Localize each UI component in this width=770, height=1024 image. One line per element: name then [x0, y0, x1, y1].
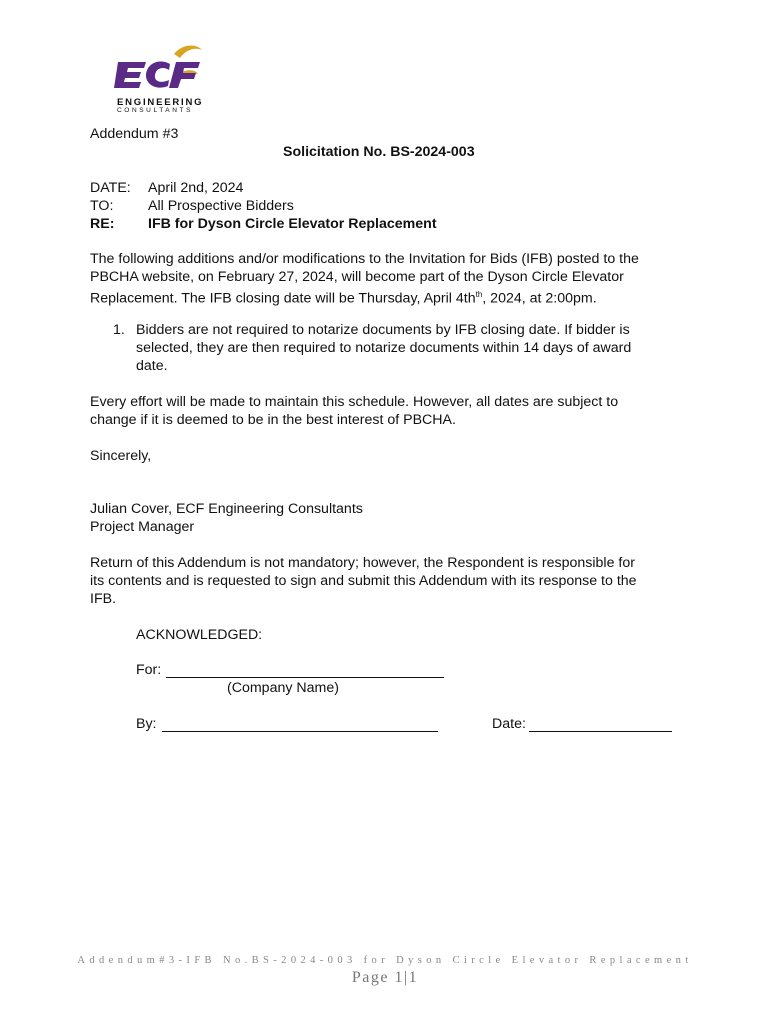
intro-line-3-text: Replacement. The IFB closing date will be Thursday, April 4th — [90, 290, 476, 307]
item-1-line-3: date. — [136, 358, 168, 374]
signature-field[interactable] — [162, 717, 438, 732]
date-field[interactable] — [529, 717, 672, 732]
intro-line-3-end: , 2024, at 2:00pm. — [482, 290, 597, 307]
company-name-field[interactable] — [166, 663, 444, 678]
item-1-line-2: selected, they are then required to notarize documents within 14 days of award — [136, 340, 632, 356]
item-1-line-1: Bidders are not required to notarize documents by IFB closing date. If bidder is — [136, 322, 630, 338]
return-line-1: Return of this Addendum is not mandatory; however, the Respondent is responsible for — [90, 555, 635, 571]
for-label: For: — [136, 662, 162, 678]
return-line-2: its contents and is requested to sign and submit this Addendum with its response to the — [90, 573, 637, 589]
effort-line-1: Every effort will be made to maintain this schedule. However, all dates are subject to — [90, 394, 619, 410]
date-value: April 2nd, 2024 — [148, 180, 244, 196]
intro-line-3 — [90, 286, 597, 308]
footer-running-title: Addendum#3-IFB No.BS-2024-003 for Dyson Circle Elevator Replacement — [77, 955, 693, 966]
solicitation-number: Solicitation No. BS-2024-003 — [283, 144, 475, 160]
signer-title: Project Manager — [90, 519, 195, 535]
ecf-logo-mark — [112, 44, 222, 104]
re-label: RE: — [90, 216, 115, 232]
by-label: By: — [136, 716, 157, 732]
intro-line-1: The following additions and/or modifications to the Invitation for Bids (IFB) posted to the — [90, 251, 639, 267]
intro-line-2: PBCHA website, on February 27, 2024, will become part of the Dyson Circle Elevator — [90, 269, 624, 285]
footer-page-number: Page 1|1 — [351, 969, 419, 986]
re-value: IFB for Dyson Circle Elevator Replacement — [148, 216, 437, 232]
date-label: DATE: — [90, 180, 131, 196]
logo-line-engineering: ENGINEERING — [117, 97, 204, 108]
intro-superscript: th — [475, 290, 483, 299]
to-value: All Prospective Bidders — [148, 198, 294, 214]
date-field-label: Date: — [492, 716, 526, 732]
item-1-number: 1. — [113, 322, 125, 338]
closing: Sincerely, — [90, 448, 152, 464]
ack-heading: ACKNOWLEDGED: — [136, 627, 263, 643]
addendum-label: Addendum #3 — [90, 126, 179, 142]
effort-line-2: change if it is deemed to be in the best interest of PBCHA. — [90, 412, 456, 428]
return-line-3: IFB. — [90, 591, 117, 607]
signer-name: Julian Cover, ECF Engineering Consultants — [90, 501, 363, 517]
company-name-caption: (Company Name) — [227, 680, 339, 696]
logo-line-consultants: CONSULTANTS — [117, 107, 194, 114]
to-label: TO: — [90, 198, 114, 214]
